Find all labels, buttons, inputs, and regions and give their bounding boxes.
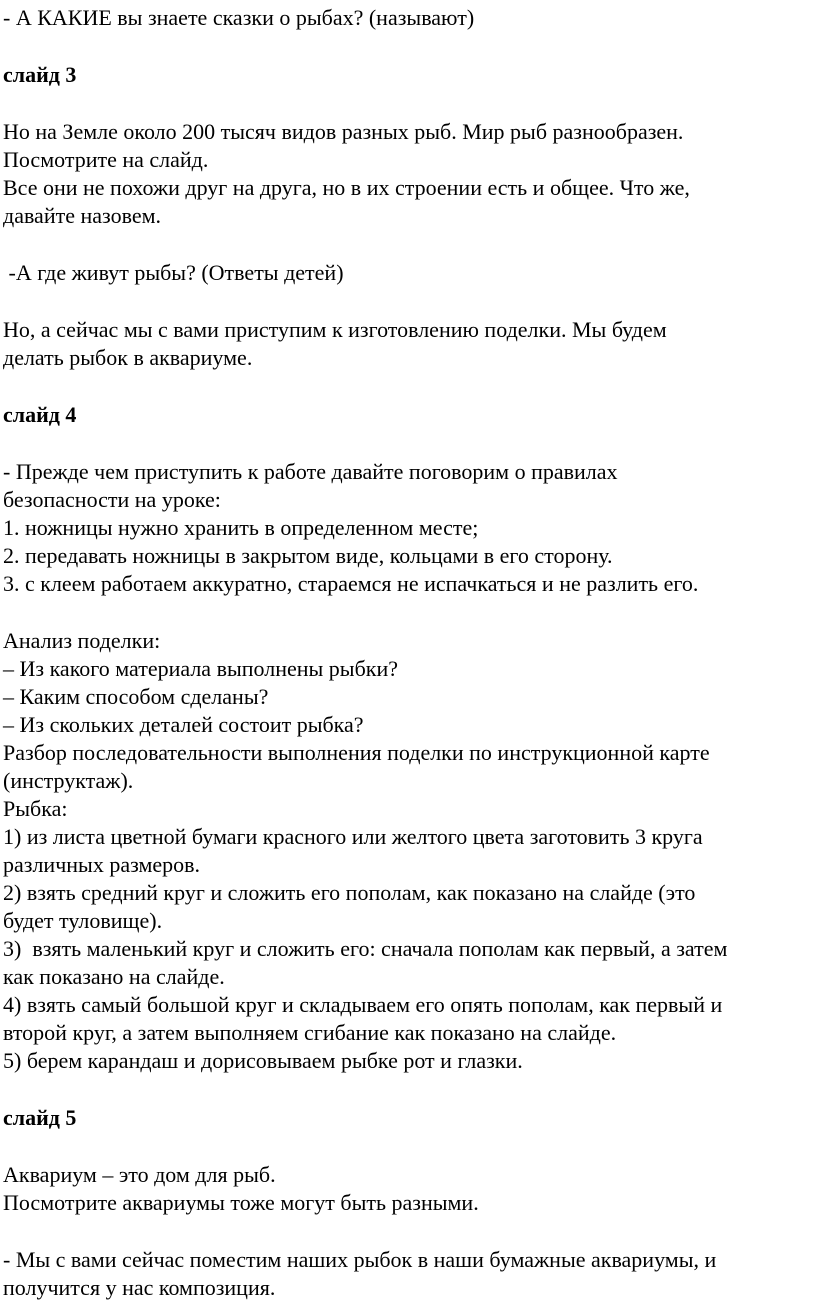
safety-rules-line: 2. передавать ножницы в закрытом виде, кольцами в его сторону. — [3, 543, 613, 568]
safety-rules-line: 1. ножницы нужно хранить в определенном месте; — [3, 515, 479, 540]
slide-4-heading: слайд 4 — [3, 402, 77, 427]
analysis-line: 4) взять самый большой круг и складываем его опять пополам, как первый и — [3, 992, 723, 1017]
slide-3-text-line: Но на Земле около 200 тысяч видов разных рыб. Мир рыб разнообразен. — [3, 119, 684, 144]
slide-3-text-line: Но, а сейчас мы с вами приступим к изготовлению поделки. Мы будем — [3, 317, 667, 342]
analysis-line: 1) из листа цветной бумаги красного или желтого цвета заготовить 3 круга — [3, 824, 703, 849]
analysis-line: различных размеров. — [3, 852, 201, 877]
slide-5-text-line: Аквариум – это дом для рыб. — [3, 1162, 276, 1187]
slide-5-text-line: получится у нас композиция. — [3, 1275, 276, 1300]
analysis-line: 5) берем карандаш и дорисовываем рыбке рот и глазки. — [3, 1048, 523, 1073]
safety-rules-line: - Прежде чем приступить к работе давайте поговорим о правилах — [3, 459, 618, 484]
analysis-line: (инструктаж). — [3, 768, 134, 793]
analysis-line: – Из какого материала выполнены рыбки? — [3, 656, 398, 681]
analysis-line: 3) взять маленький круг и сложить его: сначала пополам как первый, а затем — [3, 936, 728, 961]
analysis-line: как показано на слайде. — [3, 964, 225, 989]
intro-question: - А КАКИЕ вы знаете сказки о рыбах? (называют) — [3, 5, 475, 30]
slide-3-text-line: давайте назовем. — [3, 203, 162, 228]
slide-3-text-line: делать рыбок в аквариуме. — [3, 345, 253, 370]
analysis-line: Рыбка: — [3, 796, 68, 821]
slide-5-text-line: - Мы с вами сейчас поместим наших рыбок в наши бумажные аквариумы, и — [3, 1247, 717, 1272]
slide-3-heading: слайд 3 — [3, 62, 77, 87]
analysis-line: 2) взять средний круг и сложить его пополам, как показано на слайде (это — [3, 880, 696, 905]
safety-rules-line: безопасности на уроке: — [3, 487, 221, 512]
safety-rules-line: 3. с клеем работаем аккуратно, стараемся не испачкаться и не разлить его. — [3, 571, 699, 596]
analysis-line: – Из скольких деталей состоит рыбка? — [3, 712, 364, 737]
analysis-line: будет туловище). — [3, 908, 163, 933]
analysis-line: Анализ поделки: — [3, 628, 161, 653]
slide-3-text-line: Все они не похожи друг на друга, но в их строении есть и общее. Что же, — [3, 175, 690, 200]
slide-5-text-line: Посмотрите аквариумы тоже могут быть разными. — [3, 1190, 479, 1215]
slide-3-question: -А где живут рыбы? (Ответы детей) — [3, 260, 344, 285]
document-page — [3, 0, 813, 1302]
analysis-line: Разбор последовательности выполнения поделки по инструкционной карте — [3, 740, 710, 765]
analysis-line: второй круг, а затем выполняем сгибание как показано на слайде. — [3, 1020, 617, 1045]
slide-3-text-line: Посмотрите на слайд. — [3, 147, 209, 172]
slide-5-heading: слайд 5 — [3, 1105, 77, 1130]
analysis-line: – Каким способом сделаны? — [3, 684, 269, 709]
